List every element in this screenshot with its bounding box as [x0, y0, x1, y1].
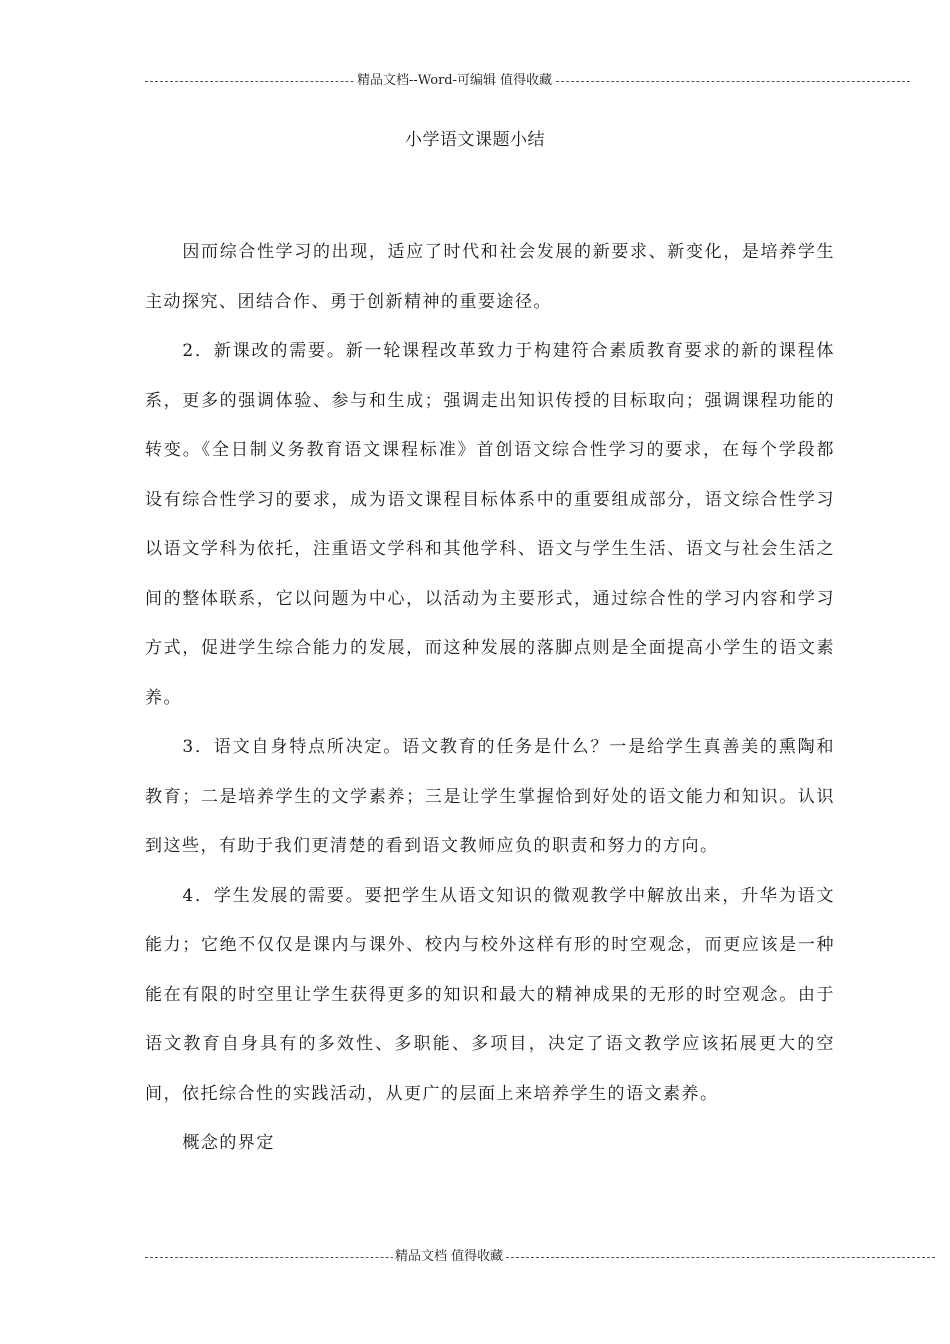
document-body [145, 228, 835, 1169]
section-heading: 概念的界定 [182, 1133, 275, 1153]
footer-dashed-rule [145, 1257, 935, 1258]
paragraph-1: 因而综合性学习的出现，适应了时代和社会发展的新要求、新变化，是培养学生主动探究、团结合作、勇于创新精神的重要途径。 [145, 242, 835, 312]
paragraph-4: 4．学生发展的需要。要把学生从语文知识的微观教学中解放出来，升华为语文能力；它绝不仅仅是课内与课外、校内与校外这样有形的时空观念，而更应该是一种能在有限的时空里让学生获得更多的知识和最大的精神成果的无形的时空观念。由于语文教育自身具有的多效性、多职能、多项目，决定了语文教学应该拓展更大的空间，依托综合性的实践活动，从更广的层面上来培养学生的语文素养。 [145, 885, 835, 1104]
page-header [145, 72, 910, 90]
paragraph-3: 3．语文自身特点所决定。语文教育的任务是什么？一是给学生真善美的熏陶和教育；二是培养学生的文学素养；三是让学生掌握恰到好处的语文能力和知识。认识到这些，有助于我们更清楚的看到语文教师应负的职责和努力的方向。 [145, 737, 835, 856]
page-footer [145, 1248, 935, 1266]
paragraph-2: 2．新课改的需要。新一轮课程改革致力于构建符合素质教育要求的新的课程体系，更多的强调体验、参与和生成；强调走出知识传授的目标取向；强调课程功能的转变。《全日制义务教育语文课程标准》首创语文综合性学习的要求，在每个学段都设有综合性学习的要求，成为语文课程目标体系中的重要组成部分，语文综合性学习以语文学科为依托，注重语文学科和其他学科、语文与学生生活、语文与社会生活之间的整体联系，它以问题为中心，以活动为主要形式，通过综合性的学习内容和学习方式，促进学生综合能力的发展，而这种发展的落脚点则是全面提高小学生的语文素养。 [145, 341, 835, 708]
document-title: 小学语文课题小结 [405, 130, 545, 150]
header-label: 精品文档--Word-可编辑 值得收藏 [357, 73, 553, 88]
footer-label: 精品文档 值得收藏 [395, 1249, 504, 1264]
